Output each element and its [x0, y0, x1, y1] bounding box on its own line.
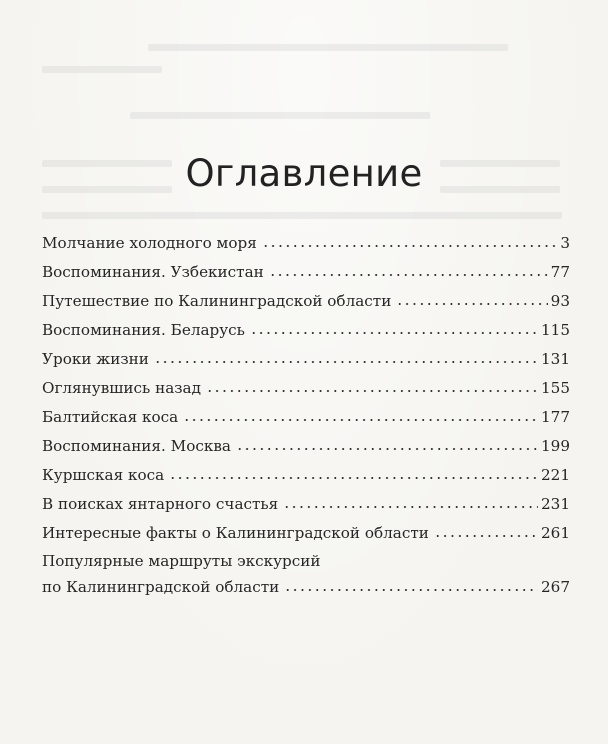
page-title: Оглавление [185, 152, 423, 195]
toc-entry-title: Молчание холодного моря [42, 234, 257, 252]
toc-entry-page: 267 [541, 578, 570, 596]
toc-entry-title: Балтийская коса [42, 408, 179, 426]
dot-leader [284, 589, 538, 591]
toc-entry[interactable] [42, 432, 570, 461]
dot-leader [269, 274, 548, 276]
bleed-through-mark [42, 212, 562, 219]
toc-entry-page: 177 [541, 408, 570, 426]
toc-entry-title: Оглянувшись назад [42, 379, 201, 397]
toc-entry[interactable] [42, 258, 570, 287]
toc-entry[interactable] [42, 519, 570, 548]
toc-entry-page: 261 [541, 524, 570, 542]
toc-entry-title: Куршская коса [42, 466, 165, 484]
dot-leader [250, 332, 538, 334]
toc-entry[interactable] [42, 229, 570, 258]
toc-entry[interactable] [42, 345, 570, 374]
toc-entry[interactable] [42, 403, 570, 432]
dot-leader [183, 419, 538, 421]
toc-entry-page: 231 [541, 495, 570, 513]
toc-entry-title: Воспоминания. Беларусь [42, 321, 245, 339]
dot-leader [283, 506, 538, 508]
toc-entry-title: Путешествие по Калининградской области [42, 292, 392, 310]
toc-entry[interactable] [42, 316, 570, 345]
toc-entry[interactable] [42, 490, 570, 519]
toc-entry-line2 [42, 574, 570, 600]
toc-entry[interactable] [42, 287, 570, 316]
toc-entry-page: 3 [560, 234, 570, 252]
bleed-through-mark [130, 112, 430, 119]
dot-leader [154, 361, 538, 363]
bleed-through-mark [148, 44, 508, 51]
dot-leader [206, 390, 538, 392]
table-of-contents [42, 229, 570, 600]
toc-entry-title: Уроки жизни [42, 350, 149, 368]
dot-leader [236, 448, 538, 450]
toc-entry[interactable] [42, 374, 570, 403]
toc-entry-title: Воспоминания. Узбекистан [42, 263, 264, 281]
toc-entry-title-line1: Популярные маршруты экскурсий [42, 552, 321, 570]
toc-entry[interactable] [42, 461, 570, 490]
toc-entry-title: В поисках янтарного счастья [42, 495, 279, 513]
toc-entry-title-line2: по Калининградской области [42, 578, 280, 596]
toc-entry-title: Интересные факты о Калининградской области [42, 524, 429, 542]
dot-leader [262, 245, 558, 247]
toc-entry-page: 155 [541, 379, 570, 397]
toc-entry-page: 199 [541, 437, 570, 455]
toc-entry-page: 93 [550, 292, 570, 310]
dot-leader [169, 477, 538, 479]
toc-entry-page: 115 [541, 321, 570, 339]
toc-entry-page: 131 [541, 350, 570, 368]
dot-leader [396, 303, 547, 305]
toc-entry-page: 221 [541, 466, 570, 484]
toc-entry-title: Воспоминания. Москва [42, 437, 231, 455]
toc-entry-multiline[interactable] [42, 548, 570, 600]
toc-entry-page: 77 [550, 263, 570, 281]
bleed-through-mark [42, 66, 162, 73]
dot-leader [434, 535, 538, 537]
